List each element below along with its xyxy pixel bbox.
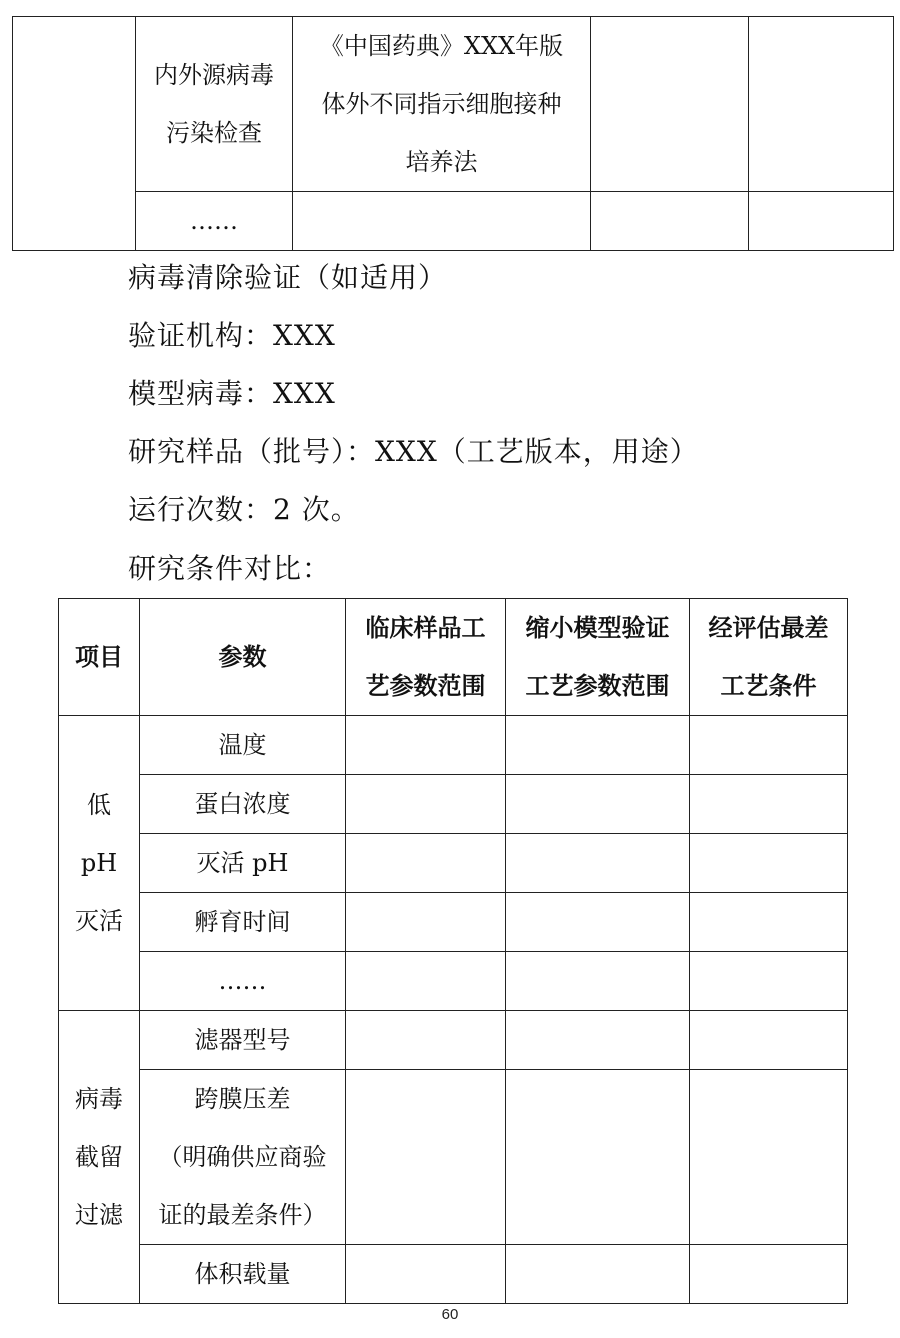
- section-title: 病毒清除验证（如适用）: [128, 261, 448, 294]
- table-row: [59, 893, 848, 952]
- table-row: [59, 716, 848, 775]
- empty-cell: [506, 1245, 690, 1304]
- test-method-line: 体外不同指示细胞接种: [321, 90, 562, 118]
- param-line: （明确供应商验: [158, 1143, 327, 1171]
- param-cell: 蛋白浓度: [140, 775, 346, 834]
- empty-cell: [293, 192, 591, 251]
- empty-cell: [506, 716, 690, 775]
- empty-cell: [690, 952, 848, 1011]
- empty-cell: [346, 1011, 506, 1070]
- table-row: [59, 952, 848, 1011]
- table-row: [13, 192, 894, 251]
- empty-cell: [346, 1245, 506, 1304]
- group-label-line: pH: [80, 849, 118, 877]
- empty-cell: [506, 1070, 690, 1245]
- empty-cell: [690, 1245, 848, 1304]
- header-line: 经评估最差: [708, 614, 829, 642]
- header-row: [59, 599, 848, 716]
- empty-cell: [690, 1070, 848, 1245]
- empty-cell: [591, 192, 749, 251]
- header-item: 项目: [59, 599, 140, 716]
- header-scaled-range: [506, 599, 690, 716]
- test-method-cell: [293, 17, 591, 192]
- test-method-line: 《中国药典》XXX年版: [319, 32, 564, 60]
- empty-cell: [749, 192, 894, 251]
- table-row: [59, 1070, 848, 1245]
- param-line: 证的最差条件）: [158, 1201, 327, 1229]
- table-row: [59, 1245, 848, 1304]
- param-cell: 灭活 pH: [140, 834, 346, 893]
- group-label-line: 过滤: [75, 1201, 123, 1229]
- sample-line: 研究样品（批号）：XXX（工艺版本，用途）: [128, 435, 699, 468]
- validation-org-line: 验证机构：XXX: [128, 319, 336, 352]
- empty-cell: [346, 834, 506, 893]
- group-label-line: 灭活: [75, 907, 123, 935]
- header-line: 艺参数范围: [365, 672, 486, 700]
- model-virus-line: 模型病毒：XXX: [128, 377, 336, 410]
- test-item-cell: [136, 17, 293, 192]
- page-number: 60: [441, 1306, 459, 1323]
- header-clinical-range: [346, 599, 506, 716]
- header-worst-case: [690, 599, 848, 716]
- empty-cell: [346, 1070, 506, 1245]
- empty-cell: [346, 893, 506, 952]
- empty-cell: [690, 893, 848, 952]
- header-line: 临床样品工: [365, 614, 486, 642]
- empty-cell: [506, 775, 690, 834]
- empty-cell: [591, 17, 749, 192]
- empty-cell: [506, 834, 690, 893]
- param-line: 跨膜压差: [194, 1085, 291, 1113]
- table-row: [59, 775, 848, 834]
- param-cell: [140, 1070, 346, 1245]
- table-row: [13, 17, 894, 192]
- empty-cell: [690, 834, 848, 893]
- empty-cell: [506, 1011, 690, 1070]
- test-item-line: 内外源病毒: [154, 61, 274, 89]
- test-item-line: 污染检查: [166, 119, 262, 147]
- comparison-intro-line: 研究条件对比：: [128, 552, 332, 585]
- param-cell: 孵育时间: [140, 893, 346, 952]
- empty-cell: [506, 893, 690, 952]
- group-label-low-ph: [59, 716, 140, 1011]
- param-cell: ……: [140, 952, 346, 1011]
- group-label-line: 病毒: [75, 1085, 123, 1113]
- empty-cell: [749, 17, 894, 192]
- header-line: 工艺条件: [720, 672, 817, 700]
- empty-cell: [346, 775, 506, 834]
- ellipsis-cell: ……: [136, 192, 293, 251]
- header-line: 工艺参数范围: [525, 672, 670, 700]
- group-label-line: 截留: [75, 1143, 123, 1171]
- group-label-virus-filtration: [59, 1011, 140, 1304]
- param-cell: 温度: [140, 716, 346, 775]
- empty-cell: [346, 716, 506, 775]
- table-row: [59, 834, 848, 893]
- run-count-line: 运行次数：2 次。: [128, 493, 360, 526]
- header-param: 参数: [140, 599, 346, 716]
- method-table-continued: [12, 16, 894, 251]
- empty-cell: [346, 952, 506, 1011]
- header-line: 缩小模型验证: [525, 614, 670, 642]
- empty-cell: [690, 716, 848, 775]
- empty-cell: [506, 952, 690, 1011]
- empty-cell: [690, 775, 848, 834]
- condition-comparison-table: [58, 598, 848, 1304]
- group-label-line: 低: [87, 791, 111, 819]
- param-cell: 滤器型号: [140, 1011, 346, 1070]
- table-row: [59, 1011, 848, 1070]
- test-method-line: 培养法: [405, 148, 478, 176]
- empty-cell: [13, 17, 136, 251]
- empty-cell: [690, 1011, 848, 1070]
- param-cell: 体积载量: [140, 1245, 346, 1304]
